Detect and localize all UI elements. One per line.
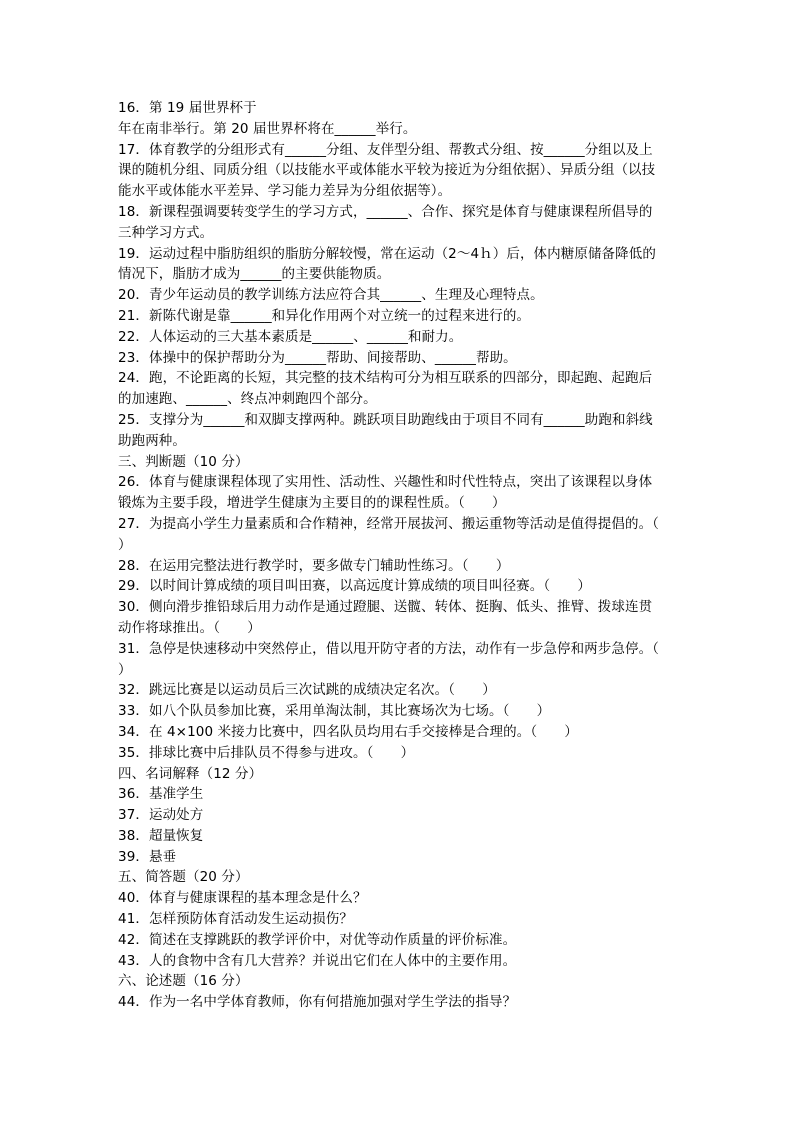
question-17-line-1: 17．体育教学的分组形式有______分组、友伴型分组、帮教式分组、按______分组以及上 <box>118 141 653 158</box>
question-27-line-1: 27．为提高小学生力量素质和合作精神，经常开展拔河、搬运重物等活动是值得提倡的。（ <box>118 515 660 532</box>
question-39: 39．悬垂 <box>118 848 177 865</box>
section-heading-3: 三、判断题（10 分） <box>118 453 249 470</box>
question-38: 38．超量恢复 <box>118 827 204 844</box>
section-heading-6: 六、论述题（16 分） <box>118 973 249 990</box>
question-36: 36．基准学生 <box>118 786 204 803</box>
question-18-line-2: 三种学习方式。 <box>118 224 214 241</box>
question-21: 21．新陈代谢是靠______和异化作用两个对立统一的过程来进行的。 <box>118 307 531 324</box>
question-28: 28．在运用完整法进行教学时，要多做专门辅助性练习。（ ） <box>118 557 510 574</box>
question-44: 44．作为一名中学体育教师，你有何措施加强对学生学法的指导？ <box>118 994 517 1011</box>
question-31-line-1: 31．急停是快速移动中突然停止，借以甩开防守者的方法，动作有一步急停和两步急停。（ <box>118 640 660 657</box>
question-27-line-2: ） <box>118 536 132 553</box>
question-25-line-1: 25．支撑分为______和双脚支撑两种。跳跃项目助跑线由于项目不同有______助跑和斜线 <box>118 411 653 428</box>
question-19-line-1: 19．运动过程中脂肪组织的脂肪分解较慢，常在运动（2～4ｈ）后，体内糖原储备降低的 <box>118 245 656 262</box>
question-16-line-1: 16．第 19 届世界杯于 <box>118 100 257 116</box>
question-33: 33．如八个队员参加比赛，采用单淘汰制，其比赛场次为七场。（ ） <box>118 703 551 720</box>
question-24-line-2: 的加速跑、______、终点冲刺跑四个部分。 <box>118 391 377 408</box>
question-20: 20．青少年运动员的教学训练方法应符合其______、生理及心理特点。 <box>118 287 544 304</box>
question-37: 37．运动处方 <box>118 807 204 824</box>
section-heading-5: 五、简答题（20 分） <box>118 869 249 886</box>
question-30-line-2: 动作将球推出。（ ） <box>118 619 261 636</box>
question-26-line-2: 锻炼为主要手段，增进学生健康为主要目的的课程性质。（ ） <box>118 495 506 512</box>
question-18-line-1: 18．新课程强调要转变学生的学习方式，______、合作、探究是体育与健康课程所倡导的 <box>118 203 653 220</box>
question-19-line-2: 情况下，脂肪才成为______的主要供能物质。 <box>118 266 391 283</box>
question-32: 32．跳远比赛是以运动员后三次试跳的成绩决定名次。（ ） <box>118 682 496 699</box>
question-17-line-3: 能水平或体能水平差异、学习能力差异为分组依据等）。 <box>118 183 452 200</box>
document-page <box>118 98 678 1013</box>
question-29: 29．以时间计算成绩的项目叫田赛，以高远度计算成绩的项目叫径赛。（ ） <box>118 578 592 595</box>
question-42: 42．简述在支撑跳跃的教学评价中，对优等动作质量的评价标准。 <box>118 931 517 948</box>
question-26-line-1: 26．体育与健康课程体现了实用性、活动性、兴趣性和时代性特点，突出了该课程以身体 <box>118 474 653 491</box>
question-23: 23．体操中的保护帮助分为______帮助、间接帮助、______帮助。 <box>118 349 517 366</box>
question-22: 22．人体运动的三大基本素质是______、______和耐力。 <box>118 328 463 345</box>
question-25-line-2: 助跑两种。 <box>118 432 186 449</box>
question-43: 43．人的食物中含有几大营养？并说出它们在人体中的主要作用。 <box>118 952 517 969</box>
question-16-line-2: 年在南非举行。第 20 届世界杯将在______举行。 <box>118 120 417 137</box>
question-35: 35．排球比赛中后排队员不得参与进攻。（ ） <box>118 744 415 761</box>
question-31-line-2: ） <box>118 661 132 678</box>
question-34: 34．在 4×100 米接力比赛中，四名队员均用右手交接棒是合理的。（ ） <box>118 723 578 740</box>
question-30-line-1: 30．侧向滑步推铅球后用力动作是通过蹬腿、送髋、转体、挺胸、低头、推臂、拨球连贯 <box>118 599 653 616</box>
question-17-line-2: 课的随机分组、同质分组（以技能水平或体能水平较为接近为分组依据）、异质分组（以技 <box>118 162 656 179</box>
question-41: 41．怎样预防体育活动发生运动损伤？ <box>118 911 353 928</box>
section-heading-4: 四、名词解释（12 分） <box>118 765 263 782</box>
question-40: 40．体育与健康课程的基本理念是什么？ <box>118 890 367 907</box>
question-24-line-1: 24．跑，不论距离的长短，其完整的技术结构可分为相互联系的四部分，即起跑、起跑后 <box>118 370 653 387</box>
